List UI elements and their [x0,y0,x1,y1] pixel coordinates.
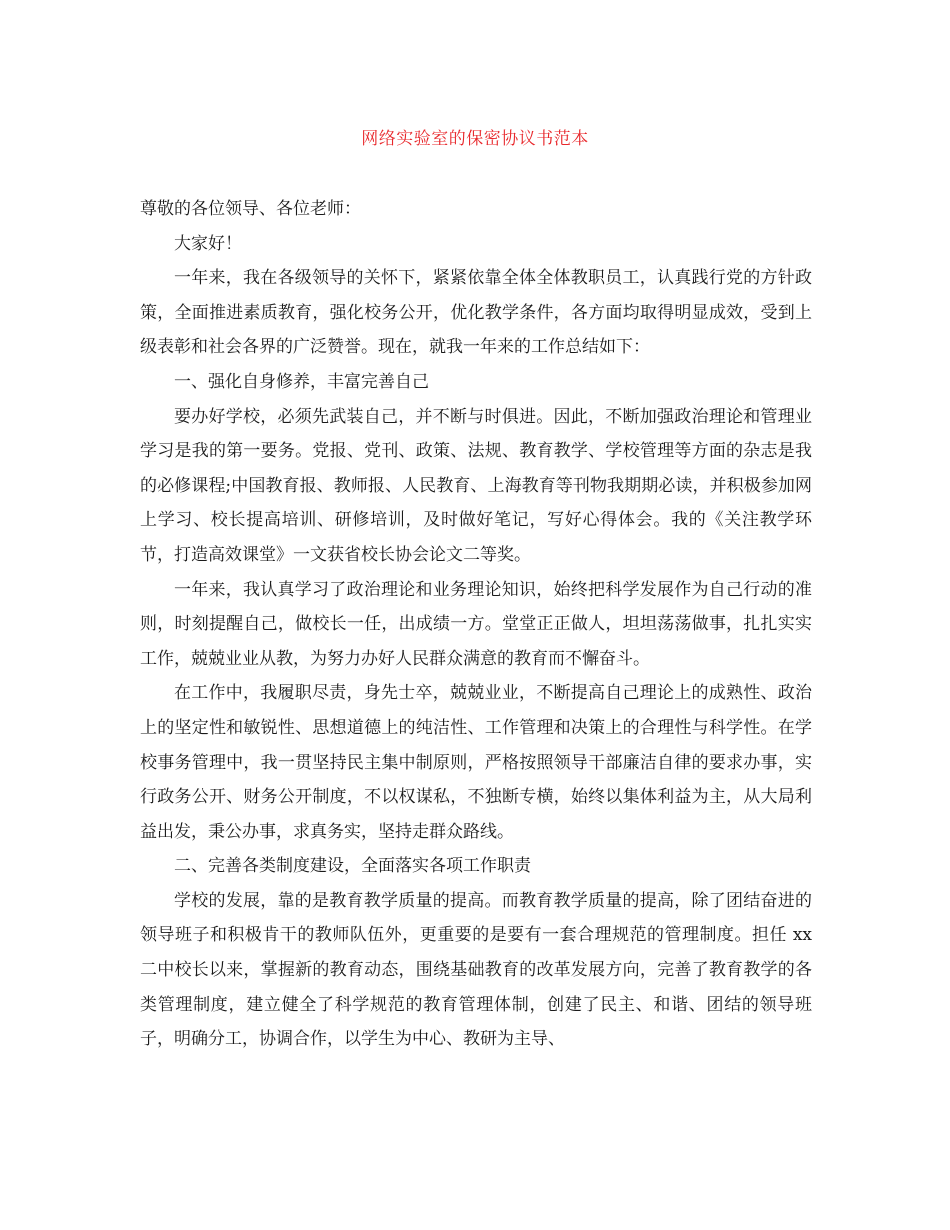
paragraph-study: 要办好学校，必须先武装自己，并不断与时俱进。因此，不断加强政治理论和管理业学习是我的第一要务。党报、党刊、政策、法规、教育教学、学校管理等方面的杂志是我的必修课程;中国教育报、教师报、人民教育、上海教育等刊物我期期必读，并积极参加网上学习、校长提高培训、研修培训，及时做好笔记，写好心得体会。我的《关注教学环节，打造高效课堂》一文获省校长协会论文二等奖。 [140,406,812,565]
greeting: 大家好！ [174,233,242,254]
paragraph-theory: 一年来，我认真学习了政治理论和业务理论知识，始终把科学发展作为自己行动的准则，时刻提醒自己，做校长一任，出成绩一方。堂堂正正做人，坦坦荡荡做事，扎扎实实工作，兢兢业业从教，为努力办好人民群众满意的教育而不懈奋斗。 [140,579,812,669]
section-heading-2: 二、完善各类制度建设，全面落实各项工作职责 [174,856,531,877]
paragraph-work: 在工作中，我履职尽责，身先士卒，兢兢业业，不断提高自己理论上的成熟性、政治上的坚定性和敏锐性、思想道德上的纯洁性、工作管理和决策上的合理性与科学性。在学校事务管理中，我一贯坚持民主集中制原则，严格按照领导干部廉洁自律的要求办事，实行政务公开、财务公开制度，不以权谋私，不独断专横，始终以集体利益为主，从大局利益出发，秉公办事，求真务实，坚持走群众路线。 [140,683,812,842]
paragraph-intro: 一年来，我在各级领导的关怀下，紧紧依靠全体全体教职员工，认真践行党的方针政策，全面推进素质教育，强化校务公开，优化教学条件，各方面均取得明显成效，受到上级表彰和社会各界的广泛赞誉。现在，就我一年来的工作总结如下： [140,268,812,358]
paragraph-development: 学校的发展，靠的是教育教学质量的提高。而教育教学质量的提高，除了团结奋进的领导班子和积极肯干的教师队伍外，更重要的是要有一套合理规范的管理制度。担任 xx 二中校长以来，掌握新的教育动态，围绕基础教育的改革发展方向，完善了教育教学的各类管理制度，建立健全了科学规范的教育管理体制，创建了民主、和谐、团结的领导班子，明确分工，协调合作，以学生为中心、教研为主导、 [140,890,812,1050]
document-title: 网络实验室的保密协议书范本 [361,129,589,149]
salutation: 尊敬的各位领导、各位老师： [140,199,361,219]
section-heading-1: 一、强化自身修养，丰富完善自己 [174,371,429,392]
document-body [140,192,812,1057]
